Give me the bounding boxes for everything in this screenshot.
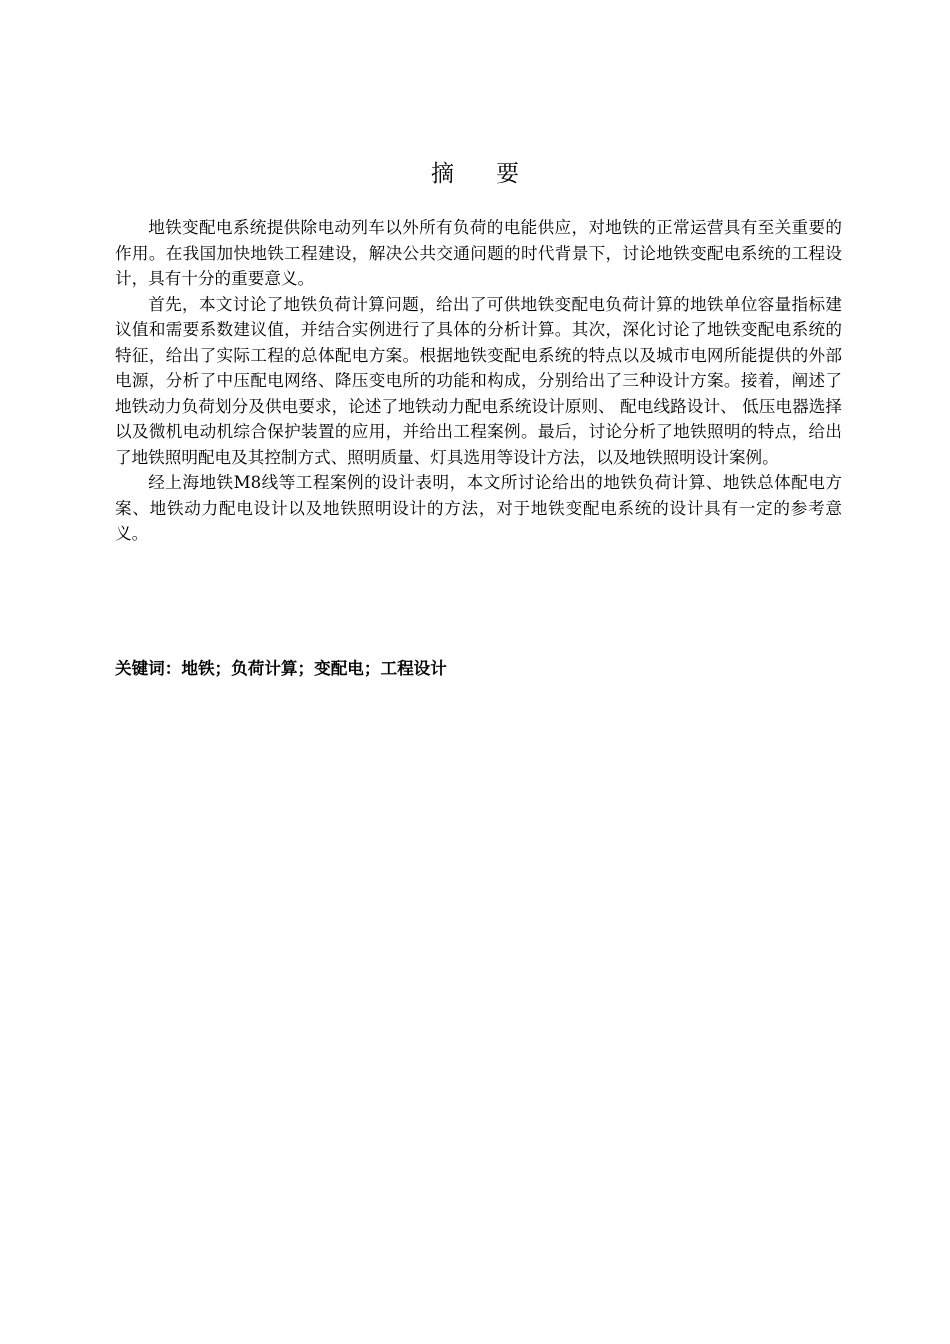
abstract-body [115, 215, 842, 547]
abstract-paragraph-2: 首先，本文讨论了地铁负荷计算问题，给出了可供地铁变配电负荷计算的地铁单位容量指标建议值和需要系数建议值，并结合实例进行了具体的分析计算。其次，深化讨论了地铁变配电系统的特征，给出了实际工程的总体配电方案。根据地铁变配电系统的特点以及城市电网所能提供的外部电源，分析了中压配电网络、降压变电所的功能和构成，分别给出了三种设计方案。接着，阐述了地铁动力负荷划分及供电要求，论述了地铁动力配电系统设计原则、 配电线路设计、 低压电器选择以及微机电动机综合保护装置的应用，并给出工程案例。最后，讨论分析了地铁照明的特点，给出了地铁照明配电及其控制方式、照明质量、灯具选用等设计方法，以及地铁照明设计案例。 [115, 294, 842, 467]
abstract-title: 摘要 [431, 161, 561, 187]
abstract-paragraph-3: 经上海地铁M8线等工程案例的设计表明，本文所讨论给出的地铁负荷计算、地铁总体配电方案、地铁动力配电设计以及地铁照明设计的方法，对于地铁变配电系统的设计具有一定的参考意义。 [115, 473, 842, 543]
abstract-paragraph-1: 地铁变配电系统提供除电动列车以外所有负荷的电能供应，对地铁的正常运营具有至关重要的作用。在我国加快地铁工程建设，解决公共交通问题的时代背景下，讨论地铁变配电系统的工程设计，具有十分的重要意义。 [115, 218, 842, 288]
keywords-line: 关键词：地铁；负荷计算；变配电；工程设计 [115, 659, 447, 678]
